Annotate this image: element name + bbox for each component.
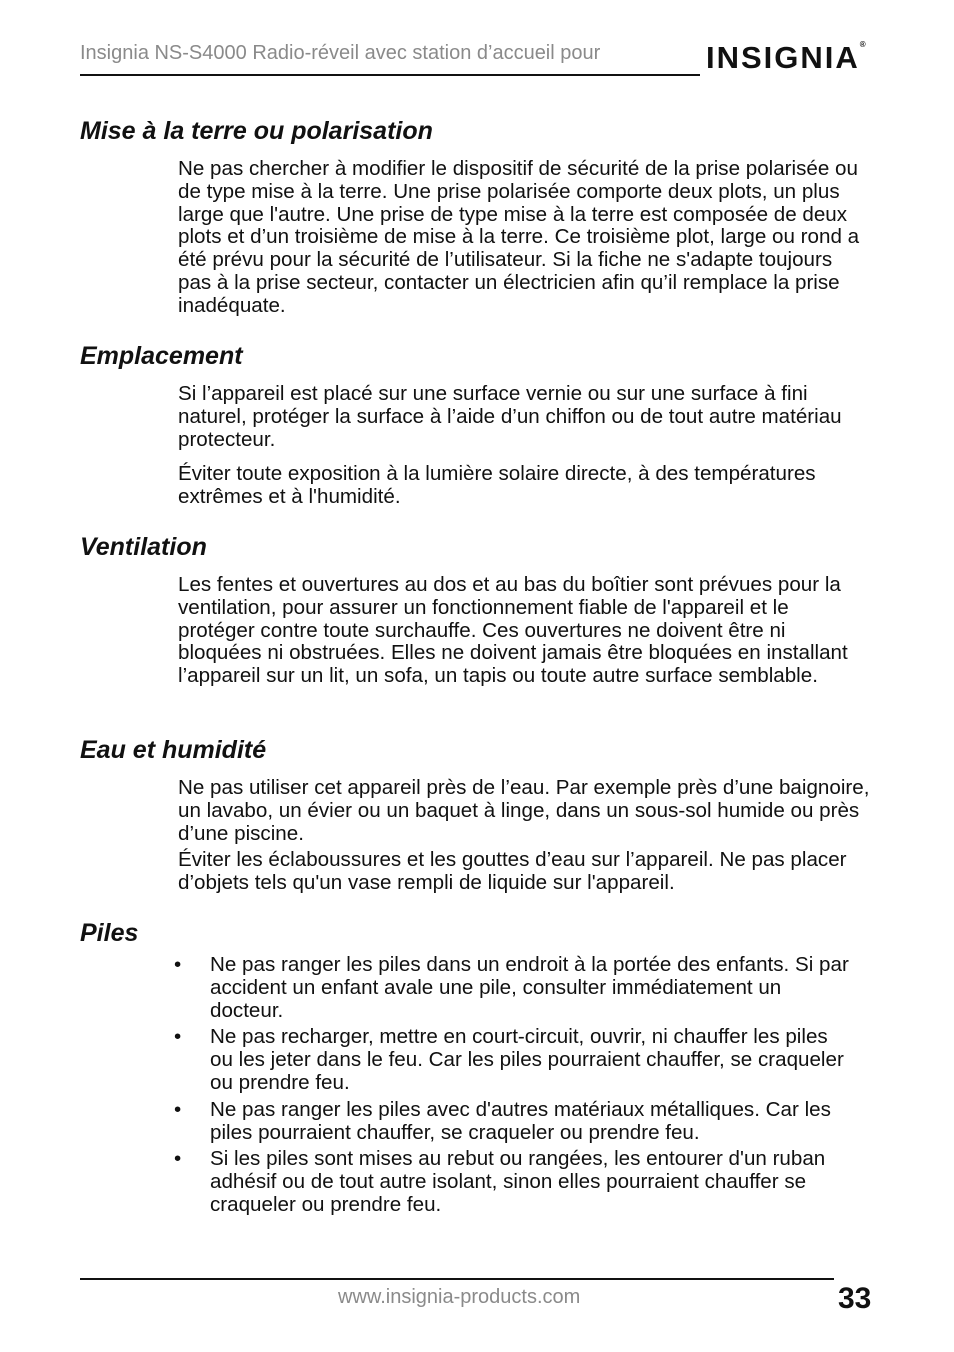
- section-placement: [80, 341, 880, 509]
- section-ventilation: [80, 532, 880, 688]
- section-heading: Emplacement: [80, 342, 243, 370]
- section-heading: Eau et humidité: [80, 736, 267, 764]
- running-header: Insignia NS-S4000 Radio-réveil avec station d’accueil pour: [80, 42, 601, 64]
- list-item-text: Ne pas ranger les piles avec d'autres matériaux métalliques. Car les piles pourraient chauffer, se craqueler ou prendre feu.: [210, 1097, 831, 1144]
- bullet-icon: •: [174, 953, 182, 976]
- bullet-icon: •: [174, 1147, 182, 1171]
- section-heading: Ventilation: [80, 533, 207, 561]
- list-item: [174, 1025, 850, 1094]
- list-item: [174, 1147, 850, 1216]
- list-item: [174, 1097, 850, 1145]
- footer-url: www.insignia-products.com: [338, 1286, 581, 1308]
- insignia-logo: [706, 40, 866, 76]
- list-item-text: Si les piles sont mises au rebut ou rangées, les entourer d'un ruban adhésif ou de tout autre isolant, sinon elles pourraient chauffer se craqueler ou prendre feu.: [210, 1147, 826, 1216]
- footer-divider: [80, 1278, 834, 1280]
- list-item-text: Ne pas ranger les piles dans un endroit à la portée des enfants. Si par accident un enfant avale une pile, consulter immédiatement un docteur.: [210, 953, 849, 1022]
- registered-mark-icon: ®: [859, 40, 866, 49]
- section-heading: Mise à la terre ou polarisation: [80, 117, 433, 145]
- paragraph: Éviter toute exposition à la lumière solaire directe, à des températures extrêmes et à l'humidité.: [178, 462, 816, 509]
- bullet-icon: •: [174, 1025, 182, 1049]
- section-grounding: [80, 116, 880, 318]
- bullet-list: [174, 953, 850, 1217]
- logo-text: INSIGNIA: [706, 40, 860, 75]
- header-divider: [80, 74, 700, 76]
- section-water-humidity: [80, 735, 880, 895]
- paragraph: Les fentes et ouvertures au dos et au bas du boîtier sont prévues pour la ventilation, pour assurer un fonctionnement fiable de l'appareil et le protéger contre toute surchauffe. Ces ouvertures ne doivent être ni bloquées ni obstruées. Elles ne doivent jamais être bloquées en installant l’appareil sur un lit, un sofa, un tapis ou toute autre surface semblable.: [178, 573, 848, 688]
- section-batteries: [80, 918, 880, 1221]
- section-heading: Piles: [80, 919, 139, 947]
- list-item: [174, 953, 850, 1022]
- bullet-icon: •: [174, 1097, 182, 1121]
- paragraph: Ne pas utiliser cet appareil près de l’eau. Par exemple près d’une baignoire, un lavabo, un évier ou un baquet à linge, dans un sous-sol humide ou près d’une piscine.: [178, 776, 870, 845]
- paragraph: Ne pas chercher à modifier le dispositif de sécurité de la prise polarisée ou de type mise à la terre. Une prise polarisée comporte deux plots, un plus large que l'autre. Une prise de type mise à la terre est composée de deux plots et d’un troisième de mise à la terre. Ce troisième plot, large ou rond a été prévu pour la sécurité de l’utilisateur. Si la fiche ne s'adapte toujours pas à la prise secteur, contacter un électricien afin qu’il remplace la prise inadéquate.: [178, 157, 860, 317]
- page-number: 33: [838, 1282, 872, 1315]
- paragraph: Éviter les éclaboussures et les gouttes d’eau sur l’appareil. Ne pas placer d’objets tels qu'un vase rempli de liquide sur l'appareil.: [178, 848, 847, 895]
- paragraph: Si l’appareil est placé sur une surface vernie ou sur une surface à fini naturel, protéger la surface à l’aide d’un chiffon ou de tout autre matériau protecteur.: [178, 382, 842, 451]
- list-item-text: Ne pas recharger, mettre en court-circuit, ouvrir, ni chauffer les piles ou les jeter dans le feu. Car les piles pourraient chauffer, se craqueler ou prendre feu.: [210, 1025, 844, 1094]
